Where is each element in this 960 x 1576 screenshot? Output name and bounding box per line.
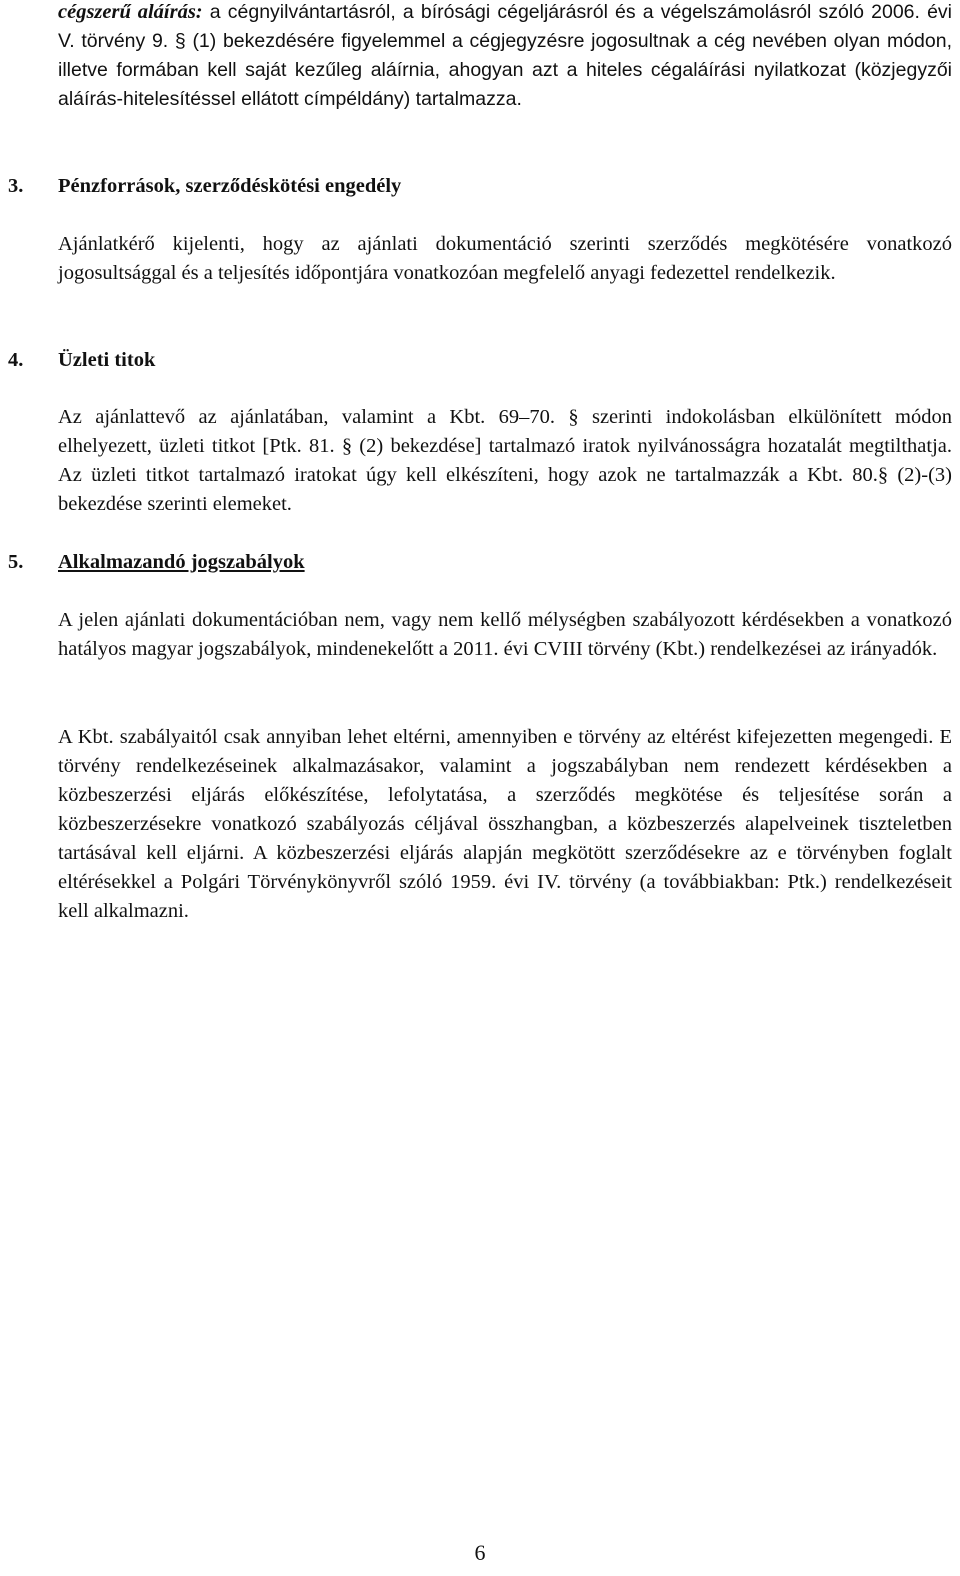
section-title: Pénzforrások, szerződéskötési engedély — [58, 175, 402, 197]
section-heading-4 — [8, 346, 155, 375]
page-number: 6 — [474, 1540, 486, 1565]
section-3-paragraph-1: Ajánlatkérő kijelenti, hogy az ajánlati dokumentáció szerinti szerződés megkötésére vonatkozó jogosultsággal és a teljesítés időpontjára vonatkozóan megfelelő anyagi fedezettel rendelkezik. — [58, 233, 952, 284]
section-heading-3 — [8, 172, 401, 201]
section-title: Üzleti titok — [58, 349, 156, 371]
section-title: Alkalmazandó jogszabályok — [58, 551, 305, 573]
intro-text: a cégnyilvántartásról, a bírósági cégeljárásról és a végelszámolásról szóló 2006. évi V. törvény 9. § (1) bekezdésére figyelemmel a cégjegyzésre jogosultnak a cég nevében olyan módon, illetve formában kell saját kezűleg aláírnia, ahogyan azt a hiteles cégaláírási nyilatkozat (közjegyzői aláírás-hitelesítéssel ellátott címpéldány) tartalmazza. — [58, 1, 952, 110]
intro-lead-term: cégszerű aláírás: — [58, 1, 203, 23]
section-5-paragraph-1: A jelen ajánlati dokumentációban nem, vagy nem kellő mélységben szabályozott kérdésekben a vonatkozó hatályos magyar jogszabályok, mindenekelőtt a 2011. évi CVIII törvény (Kbt.) rendelkezései az irányadók. — [58, 609, 952, 660]
section-number: 4. — [8, 349, 24, 371]
section-number: 5. — [8, 551, 24, 573]
section-4-paragraph-1: Az ajánlattevő az ajánlatában, valamint a Kbt. 69–70. § szerinti indokolásban elkülönített módon elhelyezett, üzleti titkot [Ptk. 81. § (2) bekezdése] tartalmazó iratok nyilvánosságra hozatalát megtilthatja. Az üzleti titkot tartalmazó iratokat úgy kell elkészíteni, hogy azok ne tartalmazzák a Kbt. 80.§ (2)-(3) bekezdése szerinti elemeket. — [58, 406, 952, 515]
section-number: 3. — [8, 175, 24, 197]
section-heading-5 — [8, 548, 305, 577]
intro-paragraph — [58, 0, 952, 114]
section-5-paragraph-2: A Kbt. szabályaitól csak annyiban lehet eltérni, amennyiben e törvény az eltérést kifejezetten megengedi. E törvény rendelkezéseinek alkalmazásakor, valamint a jogszabályban nem rendezett kérdésekben a közbeszerzési eljárás előkészítése, lefolytatása, a szerződés megkötése és teljesítése során a közbeszerzésekre vonatkozó szabályozás céljával összhangban, a közbeszerzés alapelveinek tiszteletben tartásával kell eljárni. A közbeszerzési eljárás alapján megkötött szerződésekre az e törvényben foglalt eltérésekkel a Polgári Törvénykönyvről szóló 1959. évi IV. törvény (a továbbiakban: Ptk.) rendelkezéseit kell alkalmazni. — [58, 726, 952, 922]
